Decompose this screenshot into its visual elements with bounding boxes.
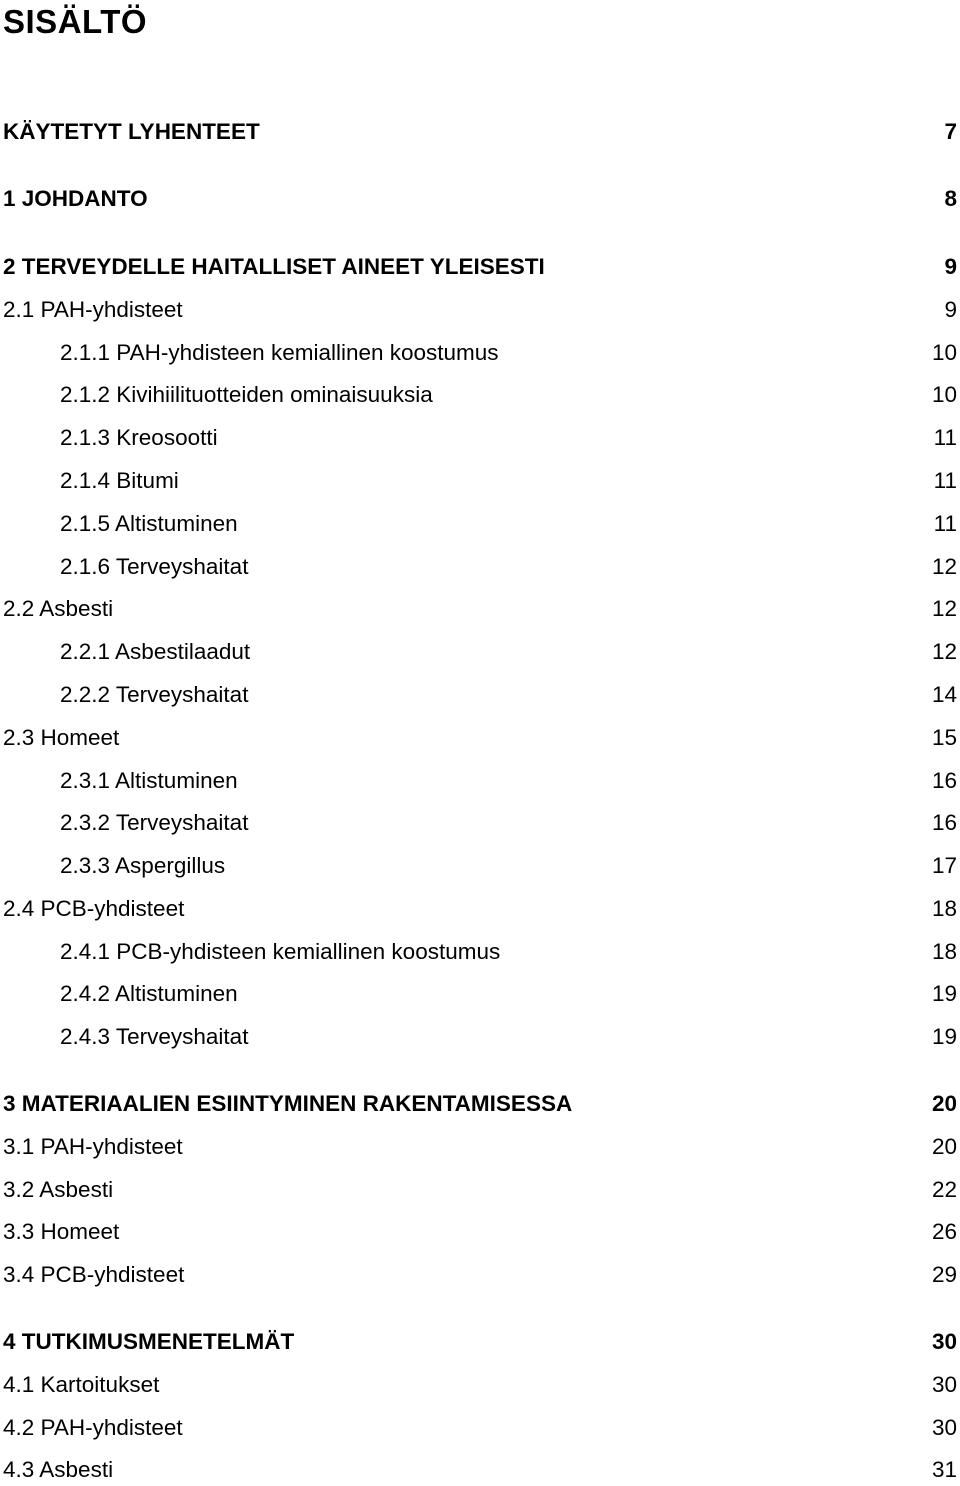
toc-entry-3-1[interactable] [0, 1131, 960, 1163]
toc-entry-3-2[interactable] [0, 1174, 960, 1206]
toc-entry-2-1-4[interactable] [0, 465, 960, 497]
toc-entry-label: 2.1.3 Kreosootti [60, 425, 218, 450]
toc-entry-label: 3.3 Homeet [3, 1219, 120, 1244]
toc-entry-label: 2.1.2 Kivihiilituotteiden ominaisuuksia [60, 382, 433, 407]
toc-entry-2-2-2[interactable] [0, 679, 960, 711]
toc-entry-page: 14 [931, 682, 957, 707]
toc-entry-2-3-2[interactable] [0, 807, 960, 839]
toc-entry-2-1-6[interactable] [0, 551, 960, 583]
toc-entry-page: 11 [933, 425, 957, 450]
toc-entry-2-2[interactable] [0, 593, 960, 625]
toc-entry-label: 2.1.4 Bitumi [60, 468, 179, 493]
toc-entry-page: 10 [931, 340, 957, 365]
toc-entry-label: KÄYTETYT LYHENTEET [3, 119, 260, 144]
toc-entry-label: 3 MATERIAALIEN ESIINTYMINEN RAKENTAMISESSA [3, 1091, 573, 1116]
toc-entry-label: 2.3.1 Altistuminen [60, 768, 238, 793]
toc-entry-page: 18 [931, 939, 957, 964]
toc-entry-page: 9 [944, 297, 957, 322]
toc-entry-label: 2 TERVEYDELLE HAITALLISET AINEET YLEISESTI [3, 254, 545, 279]
toc-entry-label: 2.4.1 PCB-yhdisteen kemiallinen koostumus [60, 939, 501, 964]
toc-entry-page: 20 [931, 1091, 957, 1116]
toc-entry-2-4-3[interactable] [0, 1021, 960, 1053]
toc-entry-label: 3.1 PAH-yhdisteet [3, 1134, 183, 1159]
toc-entry-page: 8 [944, 186, 957, 211]
toc-entry-page: 20 [931, 1134, 957, 1159]
toc-entry-page: 16 [931, 768, 957, 793]
toc-entry-label: 4 TUTKIMUSMENETELMÄT [3, 1329, 295, 1354]
toc-entry-page: 18 [931, 896, 957, 921]
toc-entry-2-1[interactable] [0, 294, 960, 326]
toc-entry-page: 7 [944, 119, 957, 144]
toc-entry-label: 2.2 Asbesti [3, 596, 114, 621]
toc-entry-page: 15 [931, 725, 957, 750]
toc-entry-page: 16 [931, 810, 957, 835]
toc-entry-chapter-2[interactable] [0, 251, 960, 283]
toc-entry-4-3[interactable] [0, 1454, 960, 1486]
toc-entry-label: 2.1.5 Altistuminen [60, 511, 238, 536]
toc-entry-2-4-2[interactable] [0, 978, 960, 1010]
toc-entry-label: 3.2 Asbesti [3, 1177, 114, 1202]
toc-entry-2-1-5[interactable] [0, 508, 960, 540]
toc-entry-page: 26 [931, 1219, 957, 1244]
toc-entry-label: 2.2.2 Terveyshaitat [60, 682, 249, 707]
toc-entry-page: 30 [931, 1372, 957, 1397]
toc-entry-abbreviations[interactable] [0, 116, 960, 148]
toc-entry-2-2-1[interactable] [0, 636, 960, 668]
toc-entry-label: 2.1.6 Terveyshaitat [60, 554, 249, 579]
toc-entry-label: 2.4.3 Terveyshaitat [60, 1024, 249, 1049]
toc-entry-label: 4.2 PAH-yhdisteet [3, 1415, 183, 1440]
toc-entry-page: 30 [931, 1415, 957, 1440]
toc-entry-page: 17 [931, 853, 957, 878]
toc-entry-chapter-3[interactable] [0, 1088, 960, 1120]
toc-entry-page: 22 [931, 1177, 957, 1202]
toc-entry-page: 9 [944, 254, 957, 279]
toc-entry-3-4[interactable] [0, 1259, 960, 1291]
toc-entry-label: 3.4 PCB-yhdisteet [3, 1262, 185, 1287]
toc-entry-label: 2.4.2 Altistuminen [60, 981, 238, 1006]
toc-entry-page: 19 [931, 1024, 957, 1049]
toc-entry-label: 2.4 PCB-yhdisteet [3, 896, 185, 921]
toc-entry-chapter-4[interactable] [0, 1326, 960, 1358]
toc-entry-label: 2.1.1 PAH-yhdisteen kemiallinen koostumus [60, 340, 499, 365]
toc-entry-page: 31 [931, 1457, 957, 1482]
toc-entry-page: 12 [931, 639, 957, 664]
toc-entry-2-3-1[interactable] [0, 765, 960, 797]
toc-entry-label: 2.3.2 Terveyshaitat [60, 810, 249, 835]
toc-entry-2-3[interactable] [0, 722, 960, 754]
toc-entry-label: 2.1 PAH-yhdisteet [3, 297, 183, 322]
toc-entry-label: 2.2.1 Asbestilaadut [60, 639, 251, 664]
toc-entry-label: 4.1 Kartoitukset [3, 1372, 160, 1397]
toc-entry-3-3[interactable] [0, 1216, 960, 1248]
toc-entry-page: 30 [931, 1329, 957, 1354]
toc-entry-2-3-3[interactable] [0, 850, 960, 882]
toc-entry-page: 11 [933, 468, 957, 493]
toc-entry-page: 29 [931, 1262, 957, 1287]
toc-entry-2-1-2[interactable] [0, 379, 960, 411]
toc-entry-page: 19 [931, 981, 957, 1006]
toc-entry-chapter-1[interactable] [0, 183, 960, 215]
toc-entry-2-4[interactable] [0, 893, 960, 925]
toc-entry-2-1-3[interactable] [0, 422, 960, 454]
page-title: SISÄLTÖ [3, 3, 148, 40]
toc-entry-label: 4.3 Asbesti [3, 1457, 114, 1482]
toc-entry-2-1-1[interactable] [0, 337, 960, 369]
toc-entry-4-2[interactable] [0, 1412, 960, 1444]
toc-entry-page: 11 [933, 511, 957, 536]
toc-entry-page: 12 [931, 554, 957, 579]
toc-entry-label: 2.3.3 Aspergillus [60, 853, 226, 878]
toc-entry-page: 12 [931, 596, 957, 621]
toc-entry-page: 10 [931, 382, 957, 407]
toc-entry-2-4-1[interactable] [0, 936, 960, 968]
toc-entry-label: 1 JOHDANTO [3, 186, 148, 211]
toc-entry-4-1[interactable] [0, 1369, 960, 1401]
toc-entry-label: 2.3 Homeet [3, 725, 120, 750]
